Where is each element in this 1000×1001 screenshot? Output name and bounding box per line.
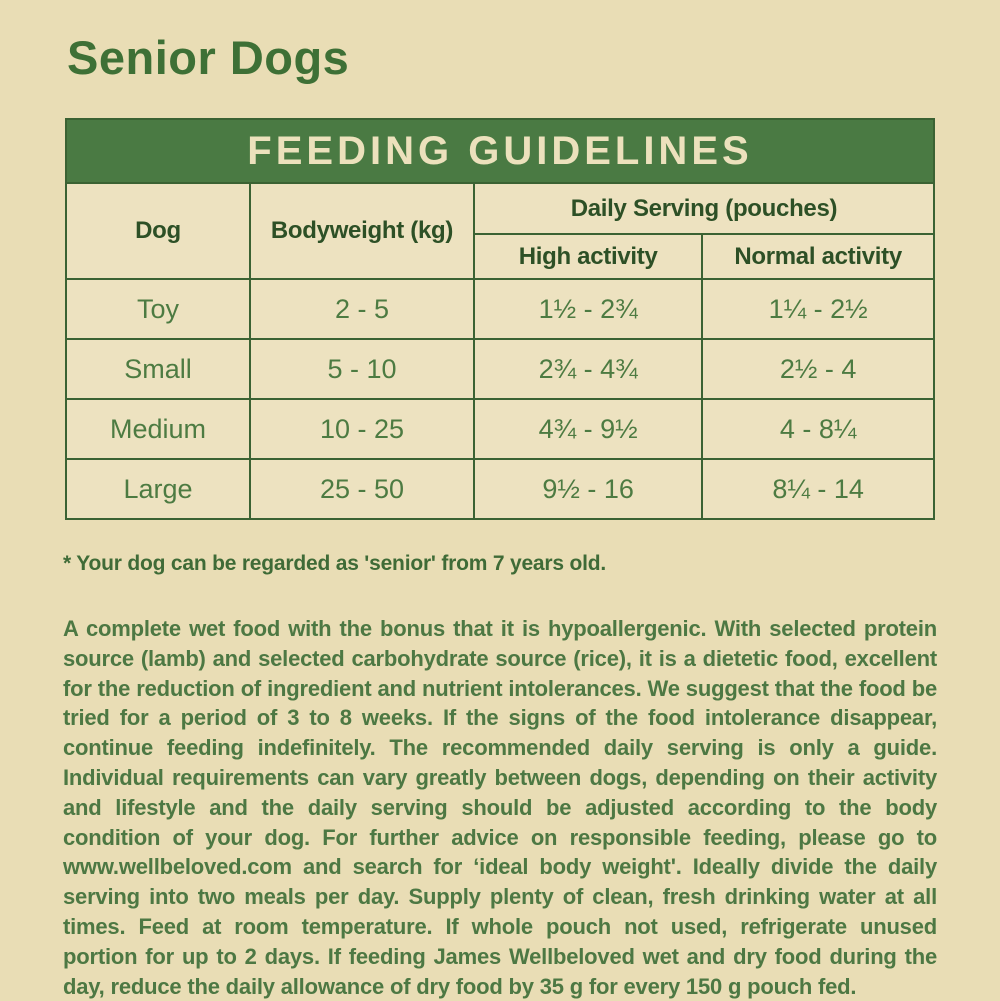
table-title: FEEDING GUIDELINES	[66, 119, 934, 183]
cell-toy-bodyweight: 2 - 5	[250, 279, 474, 339]
column-header-row	[66, 183, 934, 234]
table-title-row	[66, 119, 934, 183]
table-row-medium	[66, 399, 934, 459]
cell-large-dog: Large	[66, 459, 250, 519]
col-header-dog: Dog	[66, 183, 250, 279]
cell-toy-dog: Toy	[66, 279, 250, 339]
cell-large-normal-activity: 8¼ - 14	[702, 459, 934, 519]
page-title: Senior Dogs	[67, 31, 350, 84]
col-header-high-activity: High activity	[474, 234, 702, 279]
cell-toy-normal-activity: 1¼ - 2½	[702, 279, 934, 339]
table-row-small	[66, 339, 934, 399]
cell-medium-normal-activity: 4 - 8¼	[702, 399, 934, 459]
col-header-daily-serving: Daily Serving (pouches)	[474, 183, 934, 234]
table-header	[66, 119, 934, 279]
cell-small-high-activity: 2¾ - 4¾	[474, 339, 702, 399]
cell-toy-high-activity: 1½ - 2¾	[474, 279, 702, 339]
table-body	[66, 279, 934, 519]
table-row-toy	[66, 279, 934, 339]
feeding-guidelines-table	[65, 118, 935, 520]
col-header-bodyweight: Bodyweight (kg)	[250, 183, 474, 279]
senior-age-footnote: * Your dog can be regarded as 'senior' from 7 years old.	[63, 552, 607, 575]
table-row-large	[66, 459, 934, 519]
cell-small-normal-activity: 2½ - 4	[702, 339, 934, 399]
cell-small-dog: Small	[66, 339, 250, 399]
cell-large-bodyweight: 25 - 50	[250, 459, 474, 519]
cell-large-high-activity: 9½ - 16	[474, 459, 702, 519]
cell-small-bodyweight: 5 - 10	[250, 339, 474, 399]
cell-medium-high-activity: 4¾ - 9½	[474, 399, 702, 459]
feeding-description: A complete wet food with the bonus that it is hypoallergenic. With selected protein source (lamb) and selected carbohydrate source (rice), it is a dietetic food, excellent for the reduction of ingredient and nutrient intolerances. We suggest that the food be tried for a period of 3 to 8 weeks. If the signs of the food intolerance disappear, continue feeding indefinitely. The recommended daily serving is only a guide. Individual requirements can vary greatly between dogs, depending on their activity and lifestyle and the daily serving should be adjusted according to the body condition of your dog. For further advice on responsible feeding, please go to www.wellbeloved.com and search for ‘ideal body weight'. Ideally divide the daily serving into two meals per day. Supply plenty of clean, fresh drinking water at all times. Feed at room temperature. If whole pouch not used, refrigerate unused portion for up to 2 days. If feeding James Wellbeloved wet and dry food during the day, reduce the daily allowance of dry food by 35 g for every 150 g pouch fed.	[63, 616, 937, 999]
col-header-normal-activity: Normal activity	[702, 234, 934, 279]
cell-medium-dog: Medium	[66, 399, 250, 459]
cell-medium-bodyweight: 10 - 25	[250, 399, 474, 459]
